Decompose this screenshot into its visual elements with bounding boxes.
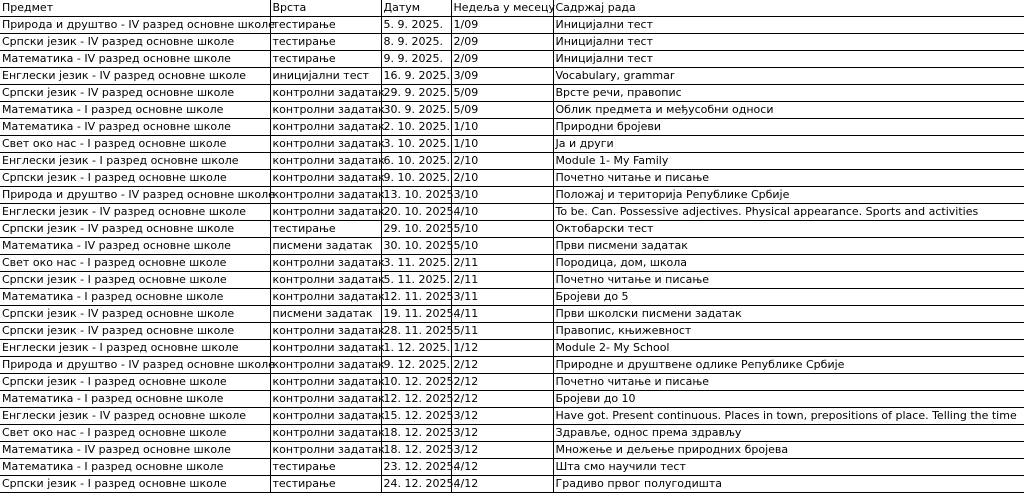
cell-content[interactable]: Иницијални тест bbox=[553, 51, 1024, 68]
cell-subject[interactable]: Српски језик - I разред основне школе bbox=[0, 476, 270, 493]
table-row bbox=[0, 476, 1024, 493]
cell-subject[interactable]: Енглески језик - IV разред основне школе bbox=[0, 408, 270, 425]
cell-content[interactable]: Бројеви до 5 bbox=[553, 289, 1024, 306]
cell-date[interactable]: 28. 11. 2025. bbox=[381, 323, 451, 340]
cell-date[interactable]: 1. 12. 2025. bbox=[381, 340, 451, 357]
table-row bbox=[0, 136, 1024, 153]
cell-week[interactable]: 5/09 bbox=[451, 85, 553, 102]
table-row bbox=[0, 255, 1024, 272]
cell-content[interactable]: Први школски писмени задатак bbox=[553, 306, 1024, 323]
cell-subject[interactable]: Свет око нас - I разред основне школе bbox=[0, 136, 270, 153]
cell-week[interactable]: 3/10 bbox=[451, 187, 553, 204]
cell-type[interactable]: писмени задатак bbox=[270, 238, 381, 255]
cell-subject[interactable]: Енглески језик - IV разред основне школе bbox=[0, 204, 270, 221]
cell-subject[interactable]: Природа и друштво - IV разред основне школе bbox=[0, 187, 270, 204]
cell-date[interactable]: 2. 10. 2025. bbox=[381, 119, 451, 136]
table-row bbox=[0, 187, 1024, 204]
cell-week[interactable]: 2/12 bbox=[451, 357, 553, 374]
cell-type[interactable]: контролни задатак bbox=[270, 442, 381, 459]
cell-subject[interactable]: Математика - IV разред основне школе bbox=[0, 238, 270, 255]
cell-date[interactable]: 15. 12. 2025. bbox=[381, 408, 451, 425]
cell-type[interactable]: контролни задатак bbox=[270, 272, 381, 289]
cell-content[interactable]: Положај и територија Републике Србије bbox=[553, 187, 1024, 204]
cell-week[interactable]: 2/11 bbox=[451, 255, 553, 272]
cell-type[interactable]: контролни задатак bbox=[270, 204, 381, 221]
table-row bbox=[0, 357, 1024, 374]
cell-subject[interactable]: Српски језик - I разред основне школе bbox=[0, 374, 270, 391]
table-row bbox=[0, 272, 1024, 289]
header-row bbox=[0, 0, 1024, 17]
table-row bbox=[0, 68, 1024, 85]
cell-subject[interactable]: Енглески језик - IV разред основне школе bbox=[0, 68, 270, 85]
cell-type[interactable]: тестирање bbox=[270, 17, 381, 34]
table-row bbox=[0, 204, 1024, 221]
cell-content[interactable]: Почетно читање и писање bbox=[553, 170, 1024, 187]
cell-week[interactable]: 2/11 bbox=[451, 272, 553, 289]
cell-type[interactable]: писмени задатак bbox=[270, 306, 381, 323]
table-row bbox=[0, 289, 1024, 306]
cell-date[interactable]: 23. 12. 2025. bbox=[381, 459, 451, 476]
cell-date[interactable]: 18. 12. 2025. bbox=[381, 425, 451, 442]
cell-content[interactable]: Правопис, књижевност bbox=[553, 323, 1024, 340]
cell-week[interactable]: 1/09 bbox=[451, 17, 553, 34]
cell-subject[interactable]: Математика - I разред основне школе bbox=[0, 459, 270, 476]
cell-subject[interactable]: Природа и друштво - IV разред основне школе bbox=[0, 357, 270, 374]
cell-date[interactable]: 18. 12. 2025. bbox=[381, 442, 451, 459]
cell-subject[interactable]: Свет око нас - I разред основне школе bbox=[0, 425, 270, 442]
header-week[interactable]: Недеља у месецу bbox=[451, 0, 553, 17]
cell-content[interactable]: To be. Can. Possessive adjectives. Physical appearance. Sports and activities bbox=[553, 204, 1024, 221]
cell-date[interactable]: 20. 10. 2025. bbox=[381, 204, 451, 221]
cell-type[interactable]: тестирање bbox=[270, 34, 381, 51]
cell-date[interactable]: 30. 9. 2025. bbox=[381, 102, 451, 119]
cell-week[interactable]: 3/12 bbox=[451, 408, 553, 425]
cell-week[interactable]: 4/12 bbox=[451, 459, 553, 476]
cell-subject[interactable]: Српски језик - IV разред основне школе bbox=[0, 85, 270, 102]
cell-subject[interactable]: Математика - IV разред основне школе bbox=[0, 51, 270, 68]
cell-week[interactable]: 2/09 bbox=[451, 51, 553, 68]
cell-date[interactable]: 8. 9. 2025. bbox=[381, 34, 451, 51]
cell-week[interactable]: 5/11 bbox=[451, 323, 553, 340]
cell-subject[interactable]: Српски језик - I разред основне школе bbox=[0, 170, 270, 187]
cell-type[interactable]: иницијални тест bbox=[270, 68, 381, 85]
cell-date[interactable]: 30. 10. 2025. bbox=[381, 238, 451, 255]
cell-type[interactable]: тестирање bbox=[270, 459, 381, 476]
cell-week[interactable]: 4/11 bbox=[451, 306, 553, 323]
cell-content[interactable]: Природни бројеви bbox=[553, 119, 1024, 136]
table-row bbox=[0, 306, 1024, 323]
cell-date[interactable]: 19. 11. 2025. bbox=[381, 306, 451, 323]
header-date[interactable]: Датум bbox=[381, 0, 451, 17]
header-content[interactable]: Садржај рада bbox=[553, 0, 1024, 17]
cell-week[interactable]: 4/10 bbox=[451, 204, 553, 221]
table-row bbox=[0, 85, 1024, 102]
cell-type[interactable]: контролни задатак bbox=[270, 136, 381, 153]
cell-content[interactable]: Vocabulary, grammar bbox=[553, 68, 1024, 85]
table-row bbox=[0, 374, 1024, 391]
cell-type[interactable]: контролни задатак bbox=[270, 102, 381, 119]
cell-week[interactable]: 5/10 bbox=[451, 221, 553, 238]
cell-subject[interactable]: Српски језик - IV разред основне школе bbox=[0, 34, 270, 51]
cell-week[interactable]: 4/12 bbox=[451, 476, 553, 493]
cell-date[interactable]: 5. 9. 2025. bbox=[381, 17, 451, 34]
table-row bbox=[0, 391, 1024, 408]
cell-type[interactable]: контролни задатак bbox=[270, 408, 381, 425]
cell-week[interactable]: 1/10 bbox=[451, 136, 553, 153]
cell-type[interactable]: контролни задатак bbox=[270, 255, 381, 272]
cell-type[interactable]: контролни задатак bbox=[270, 425, 381, 442]
cell-week[interactable]: 2/09 bbox=[451, 34, 553, 51]
table-row bbox=[0, 340, 1024, 357]
cell-content[interactable]: Здравље, однос према здрављу bbox=[553, 425, 1024, 442]
table-row bbox=[0, 153, 1024, 170]
cell-week[interactable]: 3/11 bbox=[451, 289, 553, 306]
cell-content[interactable]: Module 2- My School bbox=[553, 340, 1024, 357]
cell-subject[interactable]: Српски језик - I разред основне школе bbox=[0, 272, 270, 289]
cell-subject[interactable]: Српски језик - IV разред основне школе bbox=[0, 221, 270, 238]
cell-date[interactable]: 9. 9. 2025. bbox=[381, 51, 451, 68]
cell-content[interactable]: Први писмени задатак bbox=[553, 238, 1024, 255]
cell-type[interactable]: контролни задатак bbox=[270, 85, 381, 102]
cell-type[interactable]: контролни задатак bbox=[270, 187, 381, 204]
cell-subject[interactable]: Српски језик - IV разред основне школе bbox=[0, 306, 270, 323]
cell-content[interactable]: Шта смо научили тест bbox=[553, 459, 1024, 476]
cell-type[interactable]: контролни задатак bbox=[270, 340, 381, 357]
cell-content[interactable]: Врсте речи, правопис bbox=[553, 85, 1024, 102]
header-subject[interactable]: Предмет bbox=[0, 0, 270, 17]
cell-subject[interactable]: Математика - I разред основне школе bbox=[0, 391, 270, 408]
table-row bbox=[0, 102, 1024, 119]
cell-subject[interactable]: Српски језик - IV разред основне школе bbox=[0, 323, 270, 340]
cell-date[interactable]: 29. 9. 2025. bbox=[381, 85, 451, 102]
cell-type[interactable]: контролни задатак bbox=[270, 357, 381, 374]
cell-content[interactable]: Облик предмета и међусобни односи bbox=[553, 102, 1024, 119]
table-row bbox=[0, 425, 1024, 442]
table-row bbox=[0, 459, 1024, 476]
cell-week[interactable]: 2/12 bbox=[451, 374, 553, 391]
cell-week[interactable]: 2/10 bbox=[451, 170, 553, 187]
cell-date[interactable]: 29. 10. 2025. bbox=[381, 221, 451, 238]
cell-date[interactable]: 5. 11. 2025. bbox=[381, 272, 451, 289]
table-row bbox=[0, 119, 1024, 136]
cell-content[interactable]: Градиво првог полугодишта bbox=[553, 476, 1024, 493]
cell-date[interactable]: 16. 9. 2025. bbox=[381, 68, 451, 85]
cell-date[interactable]: 13. 10. 2025. bbox=[381, 187, 451, 204]
cell-date[interactable]: 10. 12. 2025. bbox=[381, 374, 451, 391]
cell-date[interactable]: 9. 12. 2025. bbox=[381, 357, 451, 374]
cell-content[interactable]: Бројеви до 10 bbox=[553, 391, 1024, 408]
cell-type[interactable]: контролни задатак bbox=[270, 170, 381, 187]
cell-content[interactable]: Иницијални тест bbox=[553, 34, 1024, 51]
cell-date[interactable]: 24. 12. 2025. bbox=[381, 476, 451, 493]
cell-type[interactable]: контролни задатак bbox=[270, 119, 381, 136]
cell-content[interactable]: Have got. Present continuous. Places in town, prepositions of place. Telling the time bbox=[553, 408, 1024, 425]
cell-content[interactable]: Множење и дељење природних бројева bbox=[553, 442, 1024, 459]
table-row bbox=[0, 51, 1024, 68]
cell-week[interactable]: 3/12 bbox=[451, 425, 553, 442]
cell-week[interactable]: 2/12 bbox=[451, 391, 553, 408]
cell-date[interactable]: 6. 10. 2025. bbox=[381, 153, 451, 170]
cell-content[interactable]: Почетно читање и писање bbox=[553, 272, 1024, 289]
cell-subject[interactable]: Свет око нас - I разред основне школе bbox=[0, 255, 270, 272]
cell-content[interactable]: Природне и друштвене одлике Републике Србије bbox=[553, 357, 1024, 374]
cell-type[interactable]: контролни задатак bbox=[270, 289, 381, 306]
cell-type[interactable]: контролни задатак bbox=[270, 323, 381, 340]
cell-content[interactable]: Породица, дом, школа bbox=[553, 255, 1024, 272]
header-type[interactable]: Врста bbox=[270, 0, 381, 17]
cell-week[interactable]: 5/10 bbox=[451, 238, 553, 255]
cell-subject[interactable]: Математика - I разред основне школе bbox=[0, 289, 270, 306]
cell-type[interactable]: тестирање bbox=[270, 51, 381, 68]
cell-week[interactable]: 1/10 bbox=[451, 119, 553, 136]
cell-date[interactable]: 3. 11. 2025. bbox=[381, 255, 451, 272]
cell-date[interactable]: 9. 10. 2025. bbox=[381, 170, 451, 187]
table-row bbox=[0, 221, 1024, 238]
cell-date[interactable]: 3. 10. 2025. bbox=[381, 136, 451, 153]
cell-content[interactable]: Октобарски тест bbox=[553, 221, 1024, 238]
cell-subject[interactable]: Математика - I разред основне школе bbox=[0, 102, 270, 119]
table-row bbox=[0, 17, 1024, 34]
cell-type[interactable]: тестирање bbox=[270, 476, 381, 493]
table-row bbox=[0, 442, 1024, 459]
table-row bbox=[0, 238, 1024, 255]
cell-subject[interactable]: Енглески језик - I разред основне школе bbox=[0, 153, 270, 170]
table-row bbox=[0, 408, 1024, 425]
cell-type[interactable]: тестирање bbox=[270, 221, 381, 238]
cell-week[interactable]: 1/12 bbox=[451, 340, 553, 357]
cell-week[interactable]: 2/10 bbox=[451, 153, 553, 170]
table-row bbox=[0, 323, 1024, 340]
cell-subject[interactable]: Математика - IV разред основне школе bbox=[0, 442, 270, 459]
cell-subject[interactable]: Енглески језик - I разред основне школе bbox=[0, 340, 270, 357]
table-row bbox=[0, 34, 1024, 51]
cell-subject[interactable]: Математика - IV разред основне школе bbox=[0, 119, 270, 136]
cell-content[interactable]: Почетно читање и писање bbox=[553, 374, 1024, 391]
cell-content[interactable]: Иницијални тест bbox=[553, 17, 1024, 34]
cell-week[interactable]: 3/12 bbox=[451, 442, 553, 459]
cell-week[interactable]: 3/09 bbox=[451, 68, 553, 85]
cell-type[interactable]: контролни задатак bbox=[270, 391, 381, 408]
cell-content[interactable]: Module 1- My Family bbox=[553, 153, 1024, 170]
cell-week[interactable]: 5/09 bbox=[451, 102, 553, 119]
cell-subject[interactable]: Природа и друштво - IV разред основне школе bbox=[0, 17, 270, 34]
table-row bbox=[0, 170, 1024, 187]
cell-content[interactable]: Ја и други bbox=[553, 136, 1024, 153]
cell-date[interactable]: 12. 12. 2025. bbox=[381, 391, 451, 408]
cell-date[interactable]: 12. 11. 2025. bbox=[381, 289, 451, 306]
cell-type[interactable]: контролни задатак bbox=[270, 374, 381, 391]
cell-type[interactable]: контролни задатак bbox=[270, 153, 381, 170]
